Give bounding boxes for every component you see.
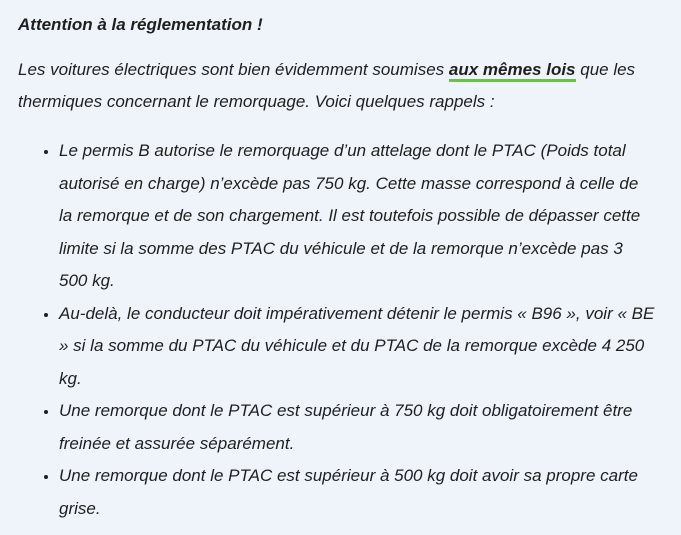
list-item: • Une remorque dont le PTAC est supérieur à 750 kg doit obligatoirement être freinée et assurée séparément.	[59, 395, 663, 460]
intro-text-before: Les voitures électriques sont bien évidemment soumises	[18, 60, 449, 79]
intro-paragraph	[18, 54, 663, 118]
list-item: • Au-delà, le conducteur doit impérativement détenir le permis « B96 », voir « BE » si la somme du PTAC du véhicule et du PTAC de la remorque excède 4 250 kg.	[59, 298, 663, 396]
same-laws-link[interactable]: aux mêmes lois	[449, 60, 576, 82]
rules-list	[18, 135, 663, 525]
list-item: • Le permis B autorise le remorquage d’un attelage dont le PTAC (Poids total autorisé en charge) n’excède pas 750 kg. Cette masse correspond à celle de la remorque et de son chargement. Il est toutefois possible de dépasser cette limite si la somme des PTAC du véhicule et de la remorque n’excède pas 3 500 kg.	[59, 135, 663, 298]
intro-text-after: que les thermiques concernant le remorquage. Voici quelques rappels :	[18, 60, 636, 111]
section-heading: Attention à la réglementation !	[18, 15, 263, 34]
list-item: • Une remorque dont le PTAC est supérieur à 500 kg doit avoir sa propre carte grise.	[59, 460, 663, 525]
